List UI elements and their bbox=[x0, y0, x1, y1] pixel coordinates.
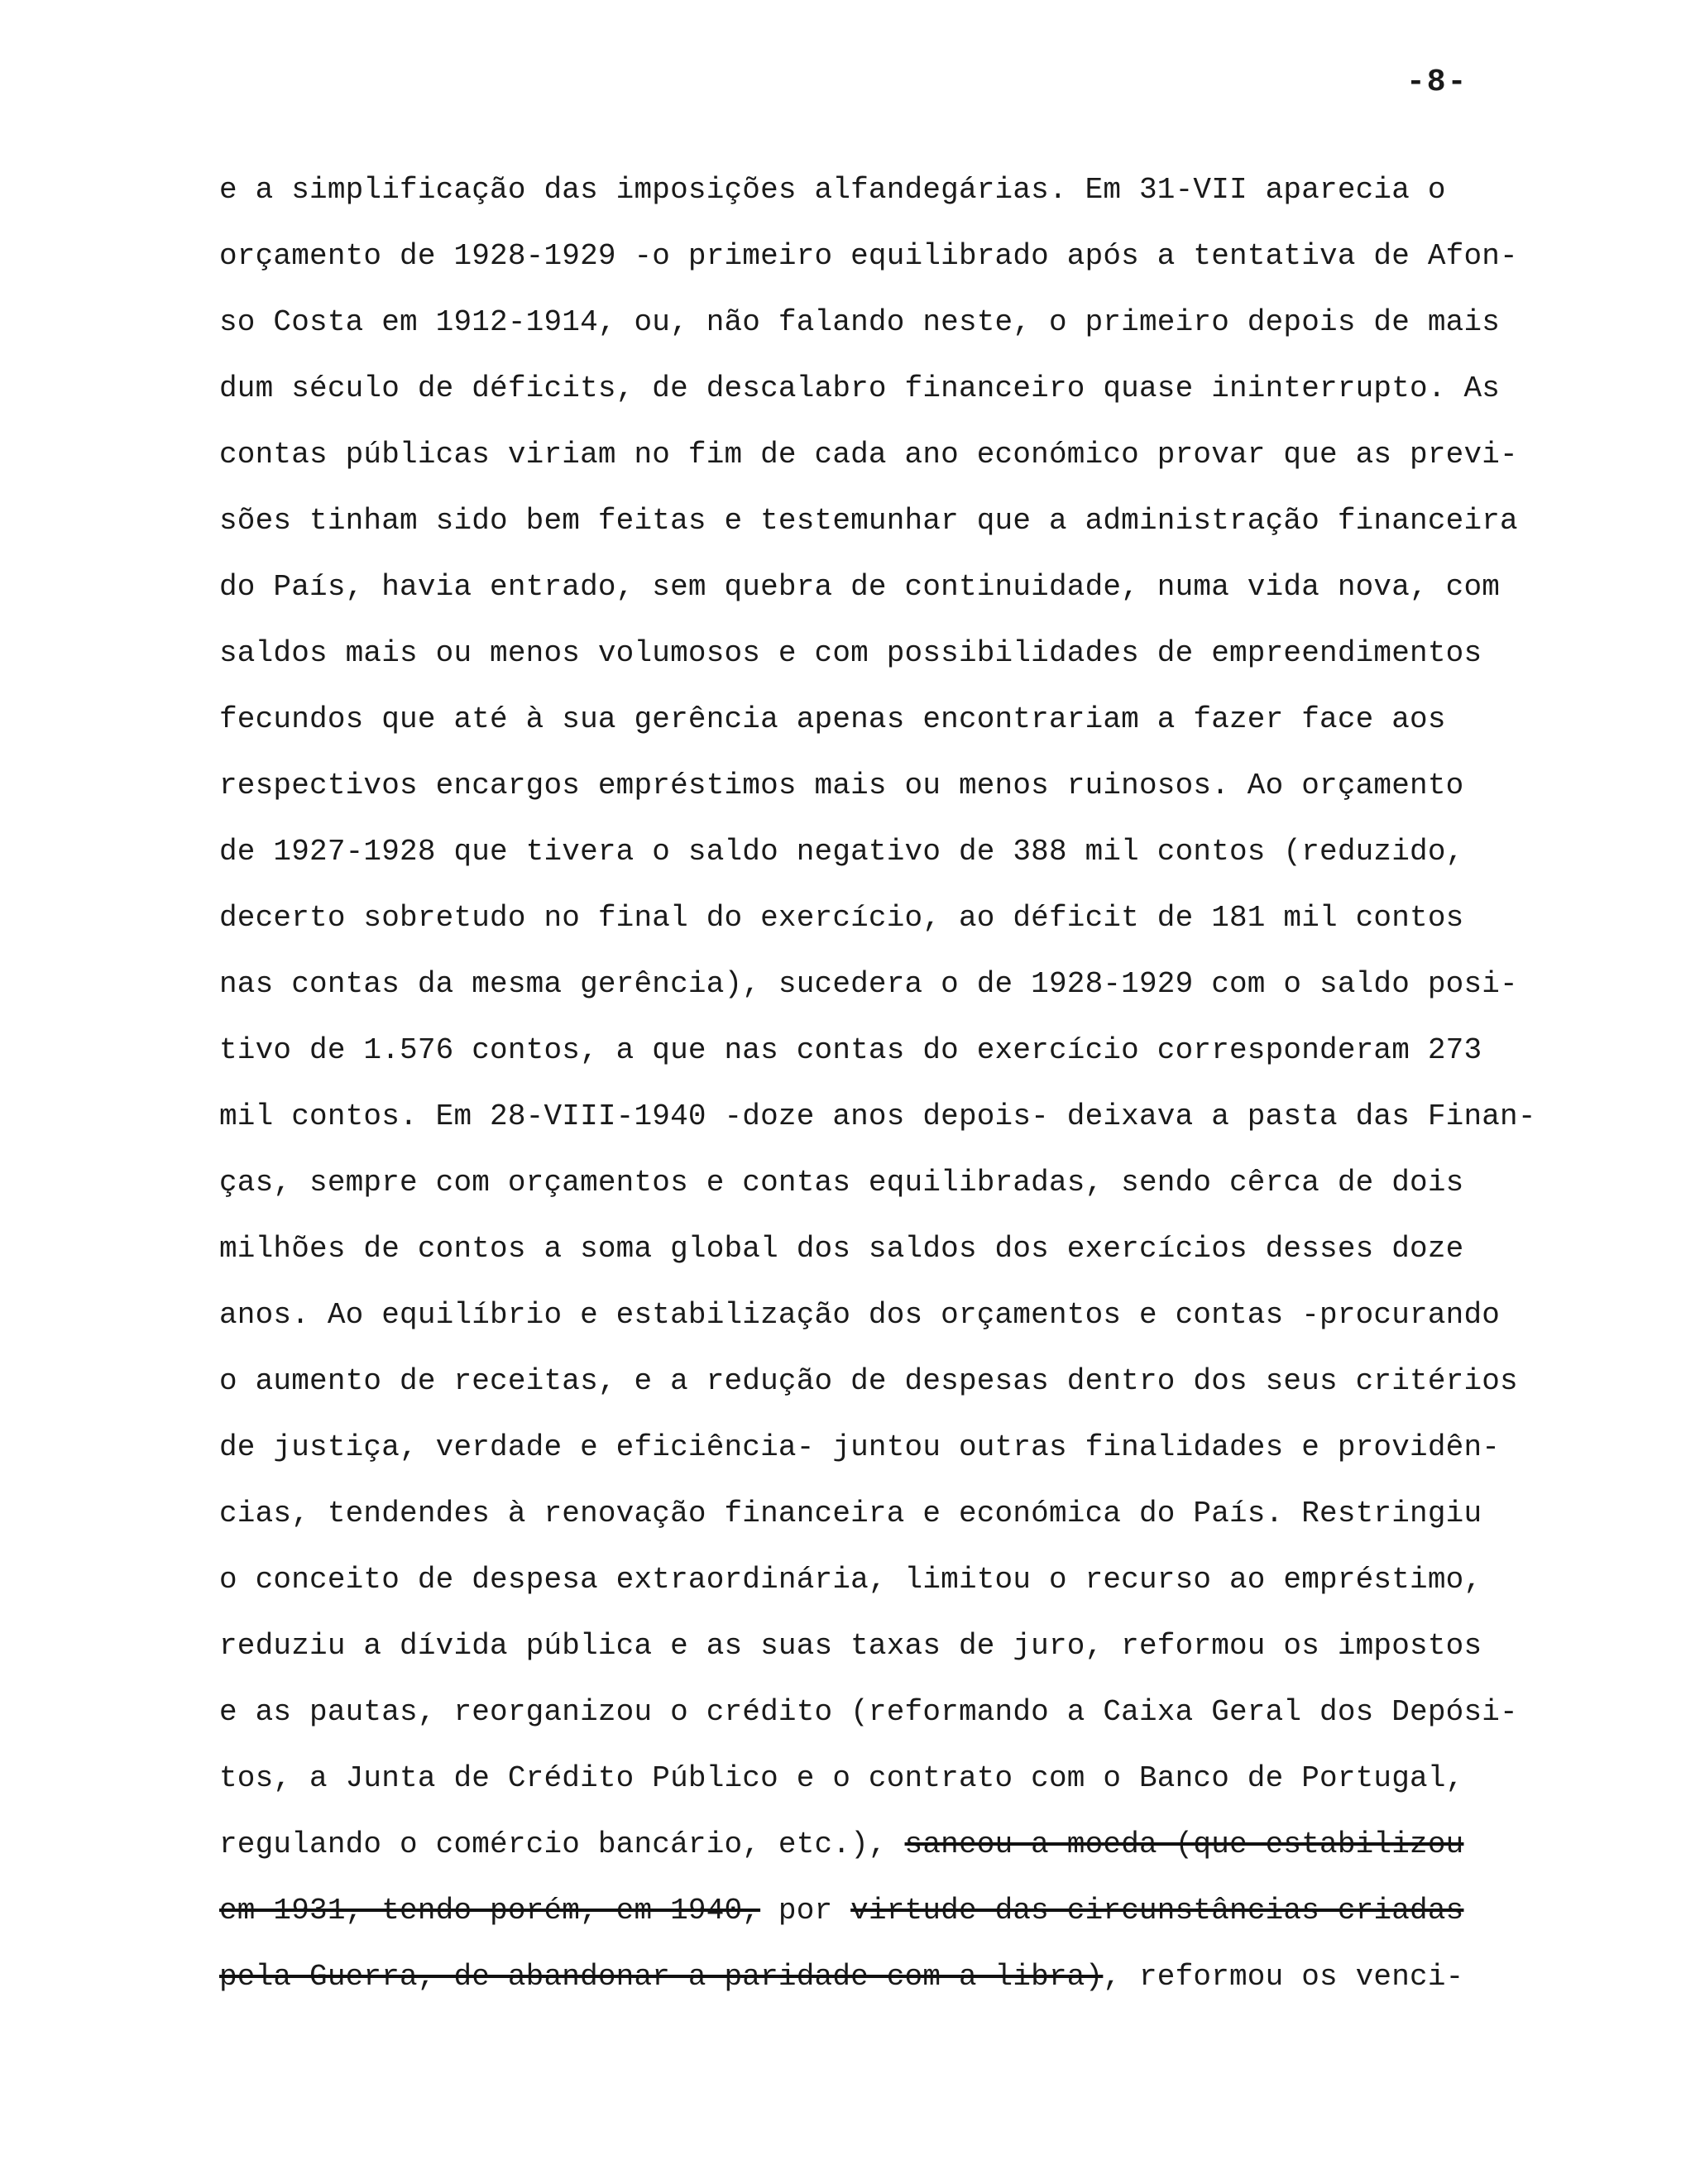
text-line: do País, havia entrado, sem quebra de continuidade, numa vida nova, com bbox=[219, 570, 1501, 604]
line-text: por bbox=[760, 1894, 851, 1928]
text-line: o conceito de despesa extraordinária, limitou o recurso ao empréstimo, bbox=[219, 1563, 1482, 1597]
text-line: reduziu a dívida pública e as suas taxas de juro, reformou os impostos bbox=[219, 1629, 1482, 1663]
text-line: decerto sobretudo no final do exercício, ao déficit de 181 mil contos bbox=[219, 901, 1464, 935]
text-line: fecundos que até à sua gerência apenas encontrariam a fazer face aos bbox=[219, 702, 1446, 736]
text-line: mil contos. Em 28-VIII-1940 -doze anos depois- deixava a pasta das Finan- bbox=[219, 1099, 1536, 1133]
text-line: anos. Ao equilíbrio e estabilização dos orçamentos e contas -procurando bbox=[219, 1298, 1501, 1332]
text-line: saldos mais ou menos volumosos e com possibilidades de empreendimentos bbox=[219, 636, 1482, 670]
text-line: e a simplificação das imposições alfandegárias. Em 31-VII aparecia o bbox=[219, 173, 1446, 207]
text-line: e as pautas, reorganizou o crédito (reformando a Caixa Geral dos Depósi- bbox=[219, 1695, 1518, 1729]
text-line: nas contas da mesma gerência), sucedera o de 1928-1929 com o saldo posi- bbox=[219, 967, 1518, 1001]
page-number: -8- bbox=[1406, 65, 1468, 100]
line-text: regulando o comércio bancário, etc.), bbox=[219, 1827, 905, 1861]
text-line: orçamento de 1928-1929 -o primeiro equilibrado após a tentativa de Afon- bbox=[219, 239, 1518, 273]
typed-text-body bbox=[219, 157, 1650, 2010]
text-line: de justiça, verdade e eficiência- juntou outras finalidades e providên- bbox=[219, 1430, 1501, 1464]
text-line-with-deletion bbox=[219, 1944, 1650, 2010]
struck-out-text: em 1931, tendo porém, em 1940, bbox=[219, 1894, 761, 1928]
text-line: ças, sempre com orçamentos e contas equilibradas, sendo cêrca de dois bbox=[219, 1166, 1464, 1200]
text-line: milhões de contos a soma global dos saldos dos exercícios desses doze bbox=[219, 1232, 1464, 1266]
text-line-with-deletion bbox=[219, 1878, 1650, 1944]
text-line: tivo de 1.576 contos, a que nas contas do exercício corresponderam 273 bbox=[219, 1033, 1482, 1067]
text-line: de 1927-1928 que tivera o saldo negativo de 388 mil contos (reduzido, bbox=[219, 835, 1464, 869]
struck-out-text: pela Guerra, de abandonar a paridade com a libra) bbox=[219, 1960, 1104, 1994]
text-line: respectivos encargos empréstimos mais ou menos ruinosos. Ao orçamento bbox=[219, 769, 1464, 802]
text-line: sões tinham sido bem feitas e testemunhar que a administração financeira bbox=[219, 504, 1518, 538]
struck-out-text: virtude das circunstâncias criadas bbox=[850, 1894, 1464, 1928]
text-line: tos, a Junta de Crédito Público e o contrato com o Banco de Portugal, bbox=[219, 1761, 1464, 1795]
text-line: dum século de déficits, de descalabro financeiro quase ininterrupto. As bbox=[219, 371, 1501, 405]
text-line: so Costa em 1912-1914, ou, não falando neste, o primeiro depois de mais bbox=[219, 305, 1501, 339]
struck-out-text: saneou a moeda (que estabilizou bbox=[904, 1827, 1464, 1861]
text-line: cias, tendendes à renovação financeira e económica do País. Restringiu bbox=[219, 1497, 1482, 1530]
text-line: contas públicas viriam no fim de cada ano económico provar que as previ- bbox=[219, 438, 1518, 472]
text-line: o aumento de receitas, e a redução de despesas dentro dos seus critérios bbox=[219, 1364, 1518, 1398]
line-text: , reformou os venci- bbox=[1103, 1960, 1464, 1994]
text-line-with-deletion bbox=[219, 1812, 1650, 1878]
